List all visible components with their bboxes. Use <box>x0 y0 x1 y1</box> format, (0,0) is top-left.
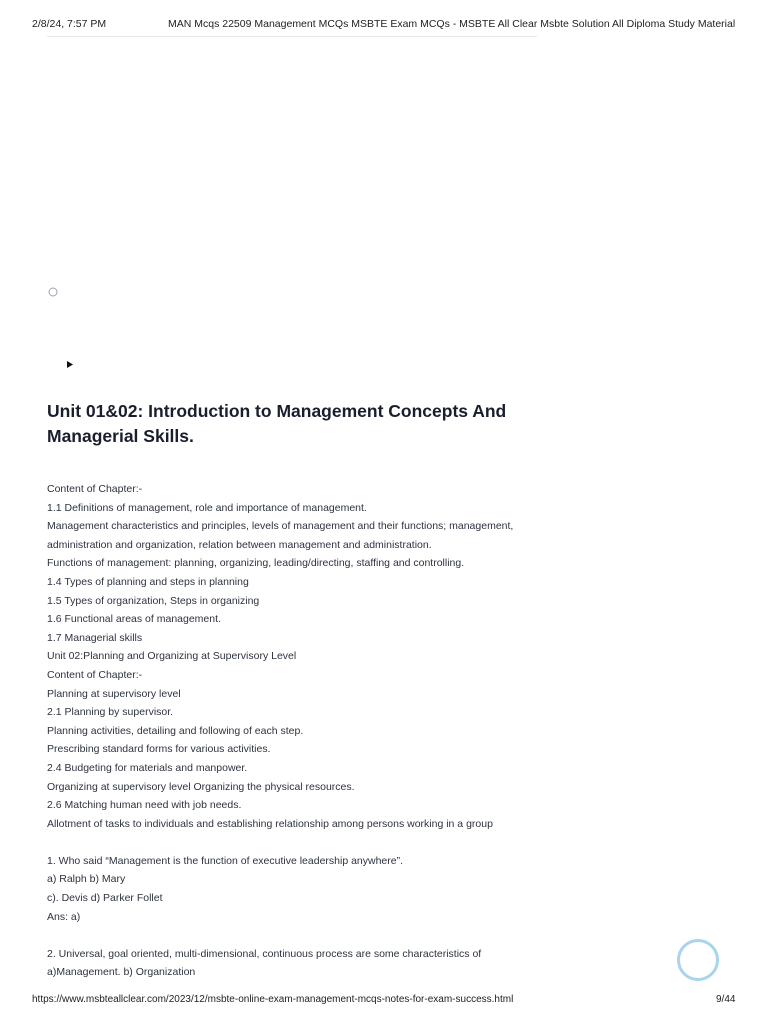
content-line: 1.4 Types of planning and steps in planning <box>47 575 249 588</box>
question-line: 1. Who said “Management is the function of executive leadership anywhere”. <box>47 854 404 867</box>
option-line: a) Ralph b) Mary <box>47 873 126 886</box>
content-line: 2.1 Planning by supervisor. <box>47 706 174 719</box>
question-line: 2. Universal, goal oriented, multi-dimensional, continuous process are some characteristics of <box>47 947 482 960</box>
option-line: a)Management. b) Organization <box>47 966 196 979</box>
content-line: Unit 02:Planning and Organizing at Supervisory Level <box>47 650 297 663</box>
content-line: 2.4 Budgeting for materials and manpower. <box>47 761 248 774</box>
page-number: 9/44 <box>716 994 736 1005</box>
content-line: Planning activities, detailing and following of each step. <box>47 724 304 737</box>
content-line: Content of Chapter:- <box>47 483 143 495</box>
content-line: 1.6 Functional areas of management. <box>47 613 221 626</box>
print-datetime: 2/8/24, 7:57 PM <box>32 18 107 30</box>
content-line: administration and organization, relation between management and administration. <box>47 538 432 551</box>
scroll-to-top-button[interactable] <box>677 939 719 981</box>
answer-line: Ans: a) <box>47 910 81 923</box>
content-line: Prescribing standard forms for various activities. <box>47 743 271 756</box>
play-icon[interactable] <box>67 361 73 368</box>
search-icon[interactable] <box>48 287 58 297</box>
content-line: Functions of management: planning, organizing, leading/directing, staffing and controlling. <box>47 557 465 570</box>
content-line: 1.1 Definitions of management, role and importance of management. <box>47 501 367 514</box>
print-url: https://www.msbteallclear.com/2023/12/msbte-online-exam-management-mcqs-notes-for-exam-success.html <box>32 994 514 1005</box>
content-line: 1.5 Types of organization, Steps in organizing <box>47 594 260 607</box>
content-line: Planning at supervisory level <box>47 687 181 700</box>
content-line: 2.6 Matching human need with job needs. <box>47 799 242 812</box>
print-page-title: MAN Mcqs 22509 Management MCQs MSBTE Exam MCQs - MSBTE All Clear Msbte Solution All Diploma Study Material <box>168 18 736 30</box>
content-line: Content of Chapter:- <box>47 668 143 681</box>
header-divider <box>47 36 537 37</box>
option-line: c). Devis d) Parker Follet <box>47 892 163 905</box>
unit-title: Unit 01&02: Introduction to Management Concepts And Managerial Skills. <box>47 401 507 446</box>
article-content <box>47 480 527 982</box>
content-line: Allotment of tasks to individuals and establishing relationship among persons working in a group <box>47 817 493 830</box>
content-line: Organizing at supervisory level Organizing the physical resources. <box>47 780 355 793</box>
content-line: 1.7 Managerial skills <box>47 631 143 644</box>
content-line: Management characteristics and principles, levels of management and their functions; management, <box>47 520 514 533</box>
